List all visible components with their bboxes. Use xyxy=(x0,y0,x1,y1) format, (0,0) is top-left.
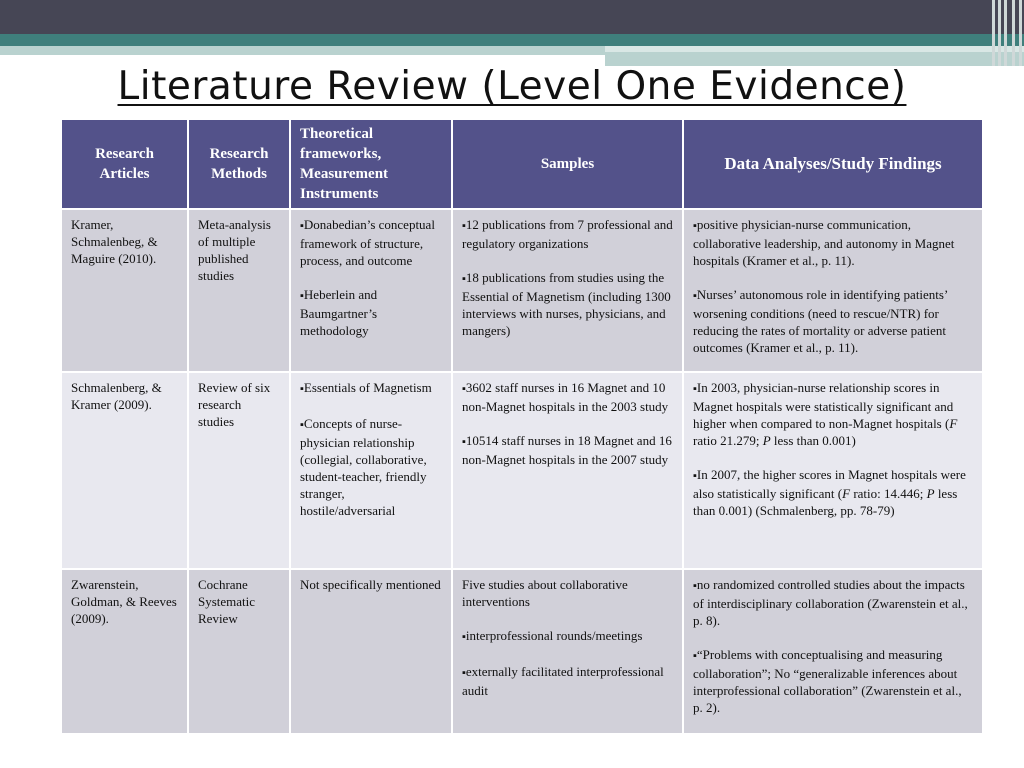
framework-item: ▪ Donabedian’s conceptual framework of structure, process, and outcome xyxy=(300,216,442,269)
sample-item: ▪ 10514 staff nurses in 18 Magnet and 16 non-Magnet hospitals in the 2007 study xyxy=(462,432,673,468)
finding-item: ▪ “Problems with conceptualising and measuring collaboration”; No “generalizable inferences about interprofessional collaboration” (Zwarenstein et al., p. 2). xyxy=(693,646,973,716)
findings-cell xyxy=(683,209,983,372)
decorative-stripes xyxy=(988,0,1024,66)
findings-cell xyxy=(683,372,983,569)
sample-item: ▪ 18 publications from studies using the Essential of Magnetism (including 1300 interviews with nurses, physicians, and mangers) xyxy=(462,269,673,339)
table-row xyxy=(61,209,983,372)
top-teal-band xyxy=(0,34,1024,46)
samples-cell xyxy=(452,569,683,734)
sample-intro: Five studies about collaborative interventions xyxy=(462,577,628,609)
table-row xyxy=(61,569,983,734)
frameworks-cell xyxy=(290,209,452,372)
table-header-row xyxy=(61,119,983,209)
sample-item: ▪ interprofessional rounds/meetings xyxy=(462,627,673,646)
finding-item: ▪ In 2007, the higher scores in Magnet hospitals were also statistically significant (F ratio: 14.446; P less than 0.001) (Schmalenberg, pp. 78-79) xyxy=(693,466,973,519)
framework-item: ▪ Essentials of Magnetism xyxy=(300,379,442,398)
top-light-band-highlight xyxy=(605,46,1024,52)
finding-item: ▪ Nurses’ autonomous role in identifying patients’ worsening conditions (need to rescue/NTR) for reducing the rates of mortality or adverse patient outcomes (Kramer et al., p. 11). xyxy=(693,286,973,356)
article-cell: Schmalenberg, & Kramer (2009). xyxy=(61,372,188,569)
sample-item: ▪ 12 publications from 7 professional and regulatory organizations xyxy=(462,216,673,252)
top-dark-band xyxy=(0,0,1024,34)
findings-cell xyxy=(683,569,983,734)
article-cell: Zwarenstein, Goldman, & Reeves (2009). xyxy=(61,569,188,734)
method-cell: Meta-analysis of multiple published studies xyxy=(188,209,290,372)
top-light-band-left xyxy=(0,46,605,55)
framework-item: ▪ Heberlein and Baumgartner’s methodology xyxy=(300,286,442,339)
table-row xyxy=(61,372,983,569)
framework-item: ▪ Concepts of nurse-physician relationship (collegial, collaborative, student-teacher, friendly stranger, hostile/adversarial xyxy=(300,415,442,519)
sample-item: ▪ externally facilitated interprofessional audit xyxy=(462,663,673,699)
finding-item: ▪ In 2003, physician-nurse relationship scores in Magnet hospitals were statistically significant and higher when compared to non-Magnet hospitals (F ratio 21.279; P less than 0.001) xyxy=(693,379,973,449)
literature-table xyxy=(60,118,984,735)
slide-title: Literature Review (Level One Evidence) xyxy=(117,64,907,109)
header-theoretical-frameworks: Theoretical frameworks, Measurement Instruments xyxy=(290,119,452,209)
method-cell: Cochrane Systematic Review xyxy=(188,569,290,734)
header-research-methods: Research Methods xyxy=(188,119,290,209)
frameworks-cell xyxy=(290,372,452,569)
method-cell: Review of six research studies xyxy=(188,372,290,569)
sample-item: ▪ 3602 staff nurses in 16 Magnet and 10 non-Magnet hospitals in the 2003 study xyxy=(462,379,673,415)
header-samples: Samples xyxy=(452,119,683,209)
header-research-articles: Research Articles xyxy=(61,119,188,209)
samples-cell xyxy=(452,209,683,372)
header-findings: Data Analyses/Study Findings xyxy=(683,119,983,209)
finding-item: ▪ no randomized controlled studies about the impacts of interdisciplinary collaboration (Zwarenstein et al., p. 8). xyxy=(693,576,973,629)
finding-item: ▪ positive physician-nurse communication, collaborative leadership, and autonomy in Magnet hospitals (Kramer et al., p. 11). xyxy=(693,216,973,269)
article-cell: Kramer, Schmalenbeg, & Maguire (2010). xyxy=(61,209,188,372)
frameworks-cell: Not specifically mentioned xyxy=(290,569,452,734)
samples-cell xyxy=(452,372,683,569)
